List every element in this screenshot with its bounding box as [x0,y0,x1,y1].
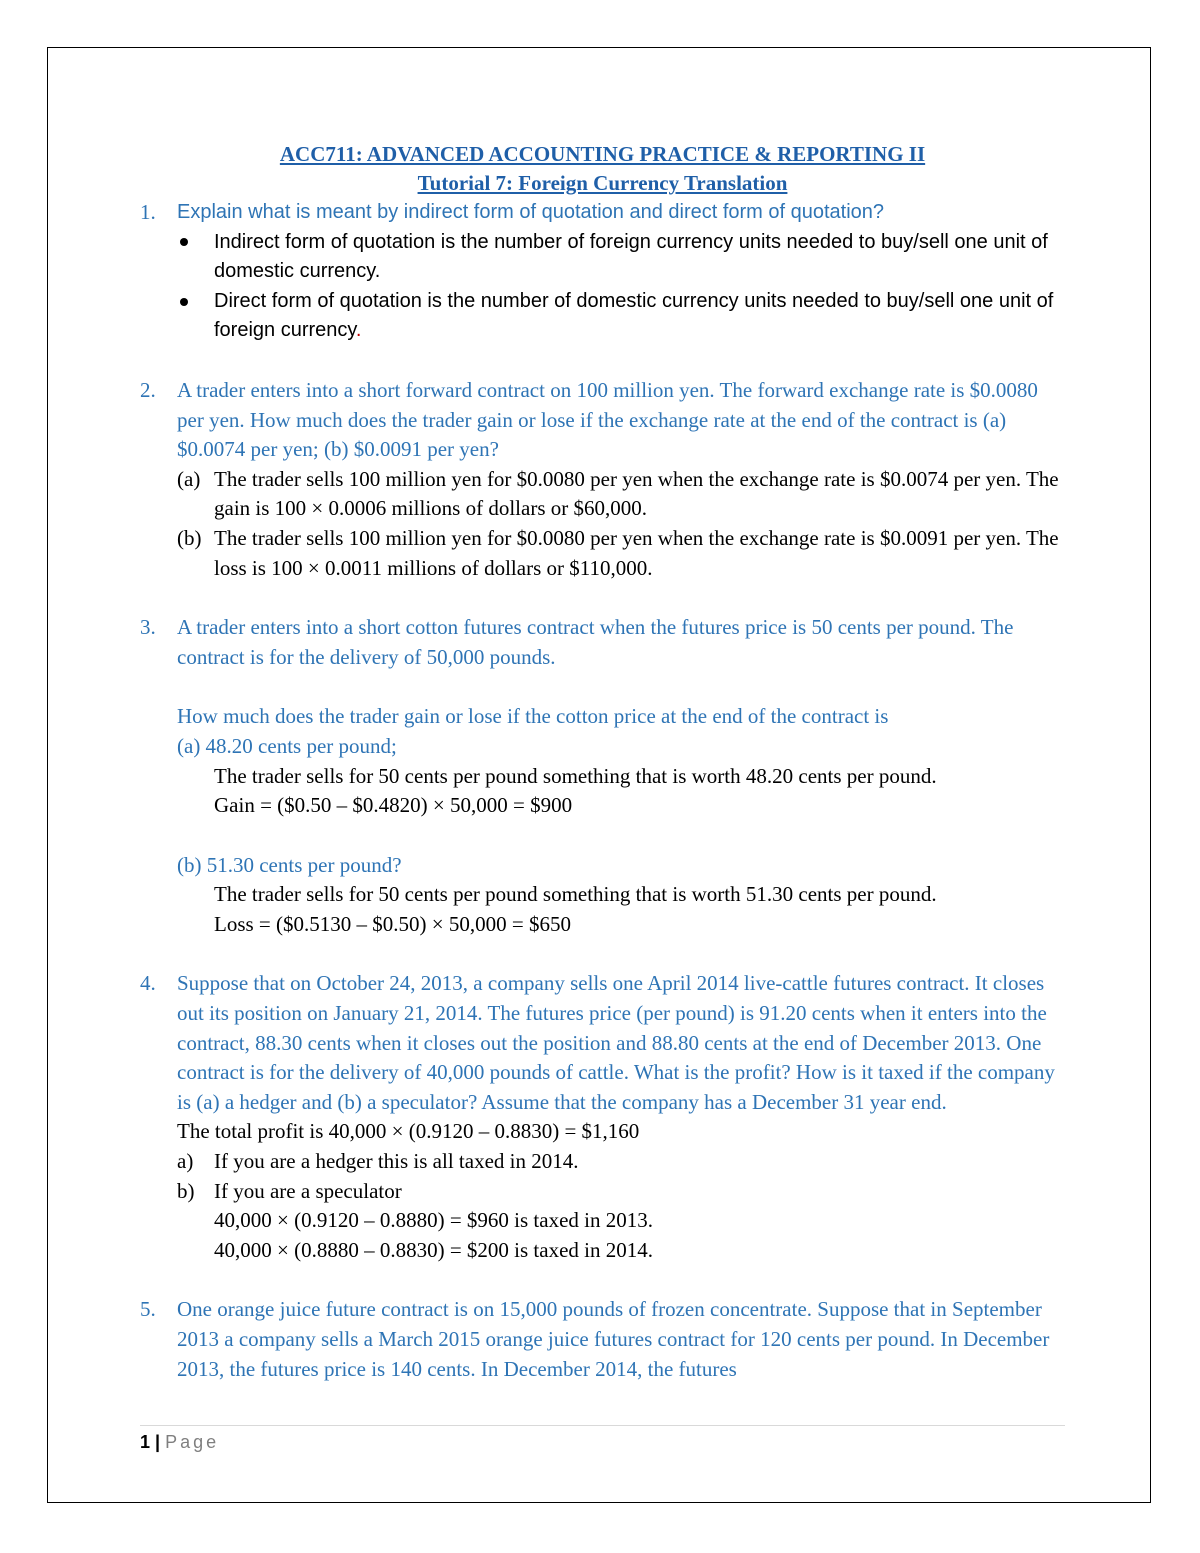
answer-text: The trader sells 100 million yen for $0.0080 per yen when the exchange rate is $0.0074 per yen. The gain is 100 × 0.0006 millions of dollars or $60,000. [214,466,1059,521]
question-3 [140,613,1065,939]
document-body [140,140,1065,1384]
document-title: ACC711: ADVANCED ACCOUNTING PRACTICE & REPORTING II [279,142,926,166]
bullet-icon [177,228,214,287]
answer-text: The trader sells 100 million yen for $0.0080 per yen when the exchange rate is $0.0091 per yen. The loss is 100 × 0.0011 millions of dollars or $110,000. [214,525,1059,580]
sub-question: (a) 48.20 cents per pound; [177,733,397,758]
answer-text: If you are a speculator [214,1178,402,1203]
list-item [177,1177,1065,1207]
item-label: (b) [177,525,202,550]
answer-text: If you are a hedger this is all taxed in 2014. [214,1149,579,1174]
footer-divider [140,1425,1065,1426]
answer-text: The trader sells for 50 cents per pound something that is worth 48.20 cents per pound. [214,763,937,788]
question-text: One orange juice future contract is on 15,000 pounds of frozen concentrate. Suppose that in September 2013 a company sells a March 2015 orange juice futures contract for 120 cents per pound. In December 2013, the futures price is 140 cents. In December 2014, the futures [177,1297,1050,1381]
question-1 [140,198,1065,346]
page-label: Page [165,1432,220,1452]
bullet-icon [177,287,214,346]
item-label: (a) [177,466,201,491]
question-number: 2. [140,377,156,402]
question-2 [140,376,1065,583]
list-item [177,524,1065,583]
question-5 [140,1295,1065,1384]
question-text: A trader enters into a short forward contract on 100 million yen. The forward exchange rate is $0.0080 per yen. How much does the trader gain or lose if the exchange rate at the end of the contract is (a) $0.0074 per yen; (b) $0.0091 per yen? [177,377,1038,462]
list-item [177,287,1065,346]
footer-separator: | [155,1432,161,1452]
item-label: b) [177,1178,195,1203]
question-number: 5. [140,1297,156,1322]
page-number: 1 [140,1432,151,1452]
answer-formula: 40,000 × (0.8880 – 0.8830) = $200 is taxed in 2014. [214,1237,653,1262]
answer-formula: 40,000 × (0.9120 – 0.8880) = $960 is taxed in 2013. [214,1208,653,1233]
answer-formula: Loss = ($0.5130 – $0.50) × 50,000 = $650 [214,911,571,936]
question-number: 1. [140,200,156,224]
question-number: 3. [140,615,156,640]
item-label: a) [177,1149,194,1174]
list-item [177,228,1065,287]
question-text: How much does the trader gain or lose if the cotton price at the end of the contract is [177,704,889,729]
sub-question: (b) 51.30 cents per pound? [177,852,402,877]
question-text: Suppose that on October 24, 2013, a company sells one April 2014 live-cattle futures contract. It closes out its position on January 21, 2014. The futures price (per pound) is 91.20 cents when it enters into the contract, 88.30 cents when it closes out the position and 88.80 cents at the end of December 2013. One contract is for the delivery of 40,000 pounds of cattle. What is the profit? How is it taxed if the company is (a) a hedger and (b) a speculator? Assume that the company has a December 31 year end. [177,971,1055,1114]
answer-text: The trader sells for 50 cents per pound something that is worth 51.30 cents per pound. [214,882,937,907]
question-4 [140,969,1065,1265]
answer-formula: The total profit is 40,000 × (0.9120 – 0.8830) = $1,160 [177,1119,640,1144]
list-item [177,1147,1065,1177]
answer-text: Indirect form of quotation is the number of foreign currency units needed to buy/sell one unit of domestic currency. [214,230,1048,283]
period-mark: . [355,319,362,342]
page-footer [140,1432,219,1453]
question-text: Explain what is meant by indirect form of quotation and direct form of quotation? [177,201,885,223]
list-item [177,465,1065,524]
document-subtitle: Tutorial 7: Foreign Currency Translation [417,171,788,195]
question-number: 4. [140,971,156,996]
answer-formula: Gain = ($0.50 – $0.4820) × 50,000 = $900 [214,793,573,818]
answer-text: Direct form of quotation is the number of domestic currency units needed to buy/sell one unit of foreign currency [214,289,1054,342]
question-text: A trader enters into a short cotton futures contract when the futures price is 50 cents per pound. The contract is for the delivery of 50,000 pounds. [177,615,1014,669]
